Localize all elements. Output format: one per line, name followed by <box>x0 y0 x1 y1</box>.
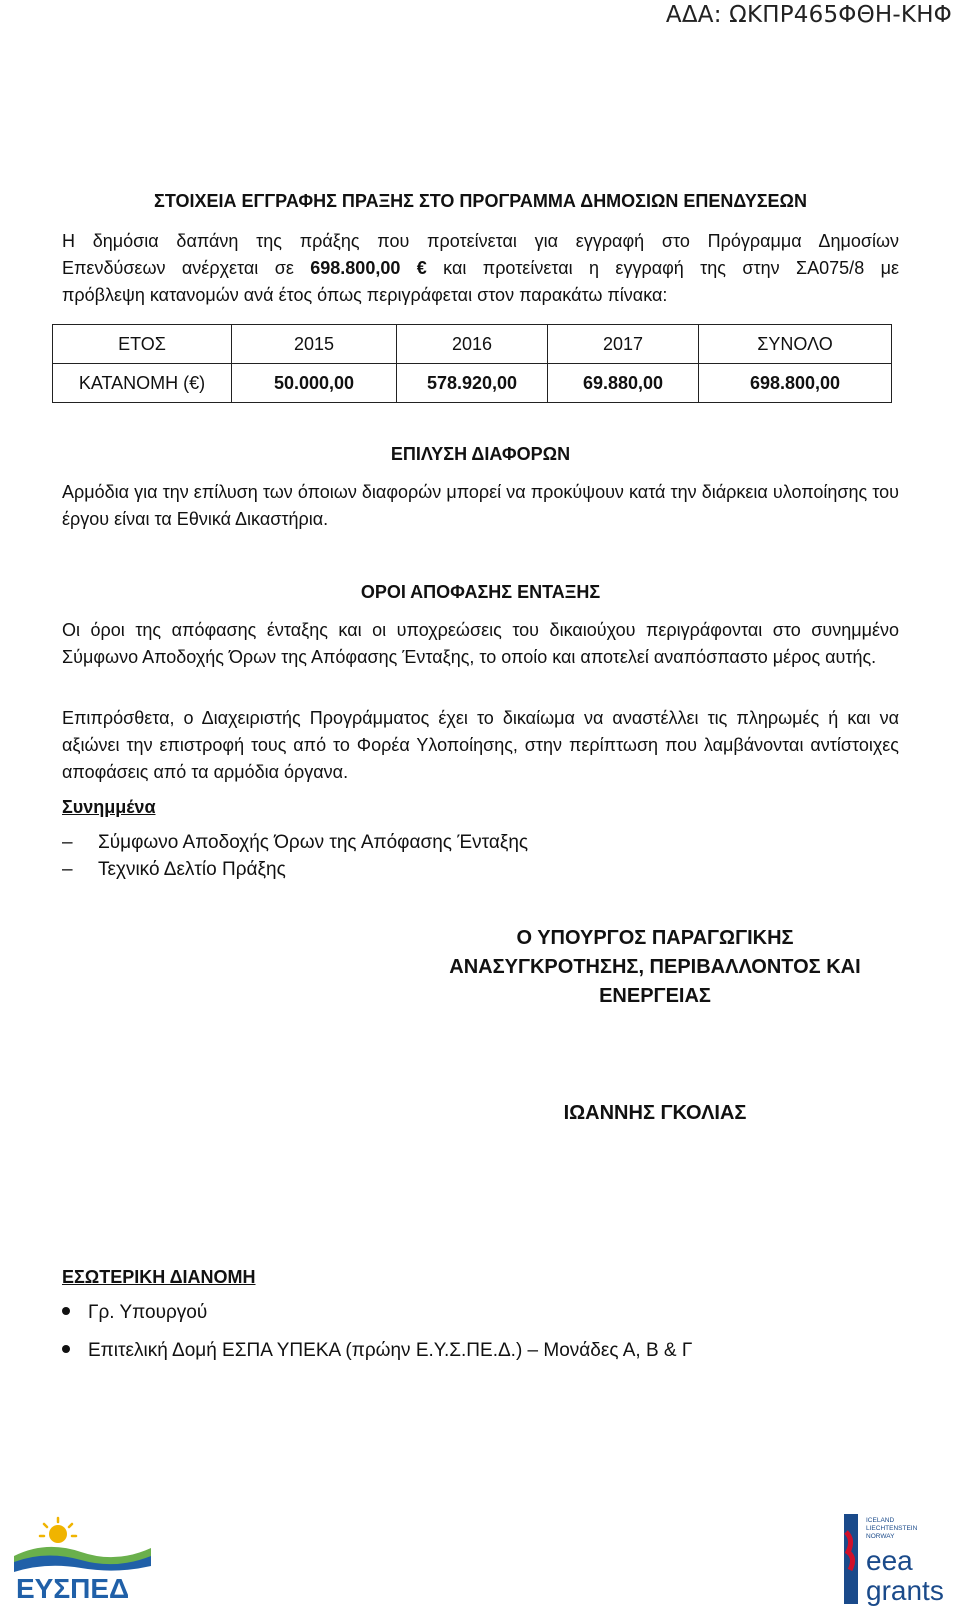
pde-line-3: πρόβλεψη κατανομών ανά έτος όπως περιγράφεται στον παρακάτω πίνακα: <box>62 285 668 305</box>
attachments-title: Συνημμένα <box>62 797 156 817</box>
bullet-icon <box>62 1307 70 1315</box>
table-row-label: ΚΑΤΑΝΟΜΗ (€) <box>53 364 232 403</box>
attachment-item[interactable] <box>62 859 286 881</box>
ada-code: ΑΔΑ: ΩΚΠΡ465ΦΘΗ-ΚΗΦ <box>665 2 952 28</box>
table-header-cell: 2017 <box>548 325 699 364</box>
pde-line-2-pre: Επενδύσεων ανέρχεται σε <box>62 258 311 278</box>
allocation-table <box>52 324 892 403</box>
signature-line-3: ΕΝΕΡΓΕΙΑΣ <box>599 985 711 1007</box>
eea-country-1: ICELAND <box>866 1517 895 1524</box>
pde-line-2 <box>62 255 899 282</box>
pde-line-2-post: και προτείνεται η εγγραφή της στην ΣΑ075/8 με <box>426 258 899 278</box>
table-cell: 698.800,00 <box>699 364 892 403</box>
bullet-icon <box>62 1345 70 1353</box>
table-header-cell: ΣΥΝΟΛΟ <box>699 325 892 364</box>
eea-grants-logo <box>840 1512 956 1606</box>
distribution-title: ΕΣΩΤΕΡΙΚΗ ΔΙΑΝΟΜΗ <box>62 1267 256 1287</box>
ysped-logo-graphic <box>6 1512 156 1604</box>
table-header-row <box>53 325 892 364</box>
pde-line-1: Η δημόσια δαπάνη της πράξης που προτείνεται για εγγραφή στο Πρόγραμμα Δημοσίων <box>62 231 899 251</box>
eea-word: eea <box>866 1545 913 1576</box>
signature-line-1: Ο ΥΠΟΥΡΓΟΣ ΠΑΡΑΓΩΓΙΚΗΣ <box>516 927 794 949</box>
eea-grants-logo-graphic <box>840 1512 956 1606</box>
ysped-logo <box>6 1512 156 1604</box>
table-header-cell: ΕΤΟΣ <box>53 325 232 364</box>
pde-title: ΣΤΟΙΧΕΙΑ ΕΓΓΡΑΦΗΣ ΠΡΑΞΗΣ ΣΤΟ ΠΡΟΓΡΑΜΜΑ ΔΗΜΟΣΙΩΝ ΕΠΕΝΔΥΣΕΩΝ <box>154 191 807 211</box>
dash-marker: – <box>62 832 73 853</box>
grants-word: grants <box>866 1575 944 1606</box>
attachment-label: Σύμφωνο Αποδοχής Όρων της Απόφασης Ένταξης <box>98 832 529 853</box>
attachment-label: Τεχνικό Δελτίο Πράξης <box>98 859 286 880</box>
attachment-item[interactable] <box>62 832 528 854</box>
terms-paragraph-1: Οι όροι της απόφασης ένταξης και οι υποχρεώσεις του δικαιούχου περιγράφονται στο συνημμένο Σύμφωνο Αποδοχής Όρων της Απόφασης Ένταξης, το οποίο και αποτελεί αναπόσπαστο μέρος αυτής. <box>62 620 899 667</box>
eea-country-2: LIECHTENSTEIN <box>866 1525 918 1532</box>
table-cell: 578.920,00 <box>397 364 548 403</box>
table-cell: 50.000,00 <box>232 364 397 403</box>
pde-amount: 698.800,00 € <box>310 258 427 278</box>
terms-title: ΟΡΟΙ ΑΠΟΦΑΣΗΣ ΕΝΤΑΞΗΣ <box>360 582 601 602</box>
signature-line-2: ΑΝΑΣΥΓΚΡΟΤΗΣΗΣ, ΠΕΡΙΒΑΛΛΟΝΤΟΣ ΚΑΙ <box>449 956 861 978</box>
disputes-text: Αρμόδια για την επίλυση των όποιων διαφορών μπορεί να προκύψουν κατά την διάρκεια υλοποίησης του έργου είναι τα Εθνικά Δικαστήρια. <box>62 482 899 529</box>
ysped-logo-text: ΕΥΣΠΕΔ <box>16 1573 130 1604</box>
dash-marker: – <box>62 859 73 880</box>
terms-paragraph-2: Επιπρόσθετα, ο Διαχειριστής Προγράμματος έχει το δικαίωμα να αναστέλλει τις πληρωμές ή και να αξιώνει την επιστροφή τους από το Φορέα Υλοποίησης, στην περίπτωση που λαμβάνονται αντίστοιχες αποφάσεις από τα αρμόδια όργανα. <box>62 708 899 782</box>
sun-icon <box>40 1518 76 1543</box>
signature-block <box>440 924 870 1011</box>
eea-country-3: NORWAY <box>866 1533 895 1540</box>
table-row <box>53 364 892 403</box>
distribution-label: Επιτελική Δομή ΕΣΠΑ ΥΠΕΚΑ (πρώην Ε.Υ.Σ.ΠΕ.Δ.) – Μονάδες Α, Β & Γ <box>88 1340 693 1361</box>
distribution-label: Γρ. Υπουργού <box>88 1302 208 1323</box>
distribution-item <box>62 1340 692 1362</box>
table-header-cell: 2016 <box>397 325 548 364</box>
table-cell: 69.880,00 <box>548 364 699 403</box>
disputes-title: ΕΠΙΛΥΣΗ ΔΙΑΦΟΡΩΝ <box>390 444 571 464</box>
distribution-item <box>62 1302 207 1324</box>
table-header-cell: 2015 <box>232 325 397 364</box>
signatory-name: ΙΩΑΝΝΗΣ ΓΚΟΛΙΑΣ <box>563 1102 747 1124</box>
